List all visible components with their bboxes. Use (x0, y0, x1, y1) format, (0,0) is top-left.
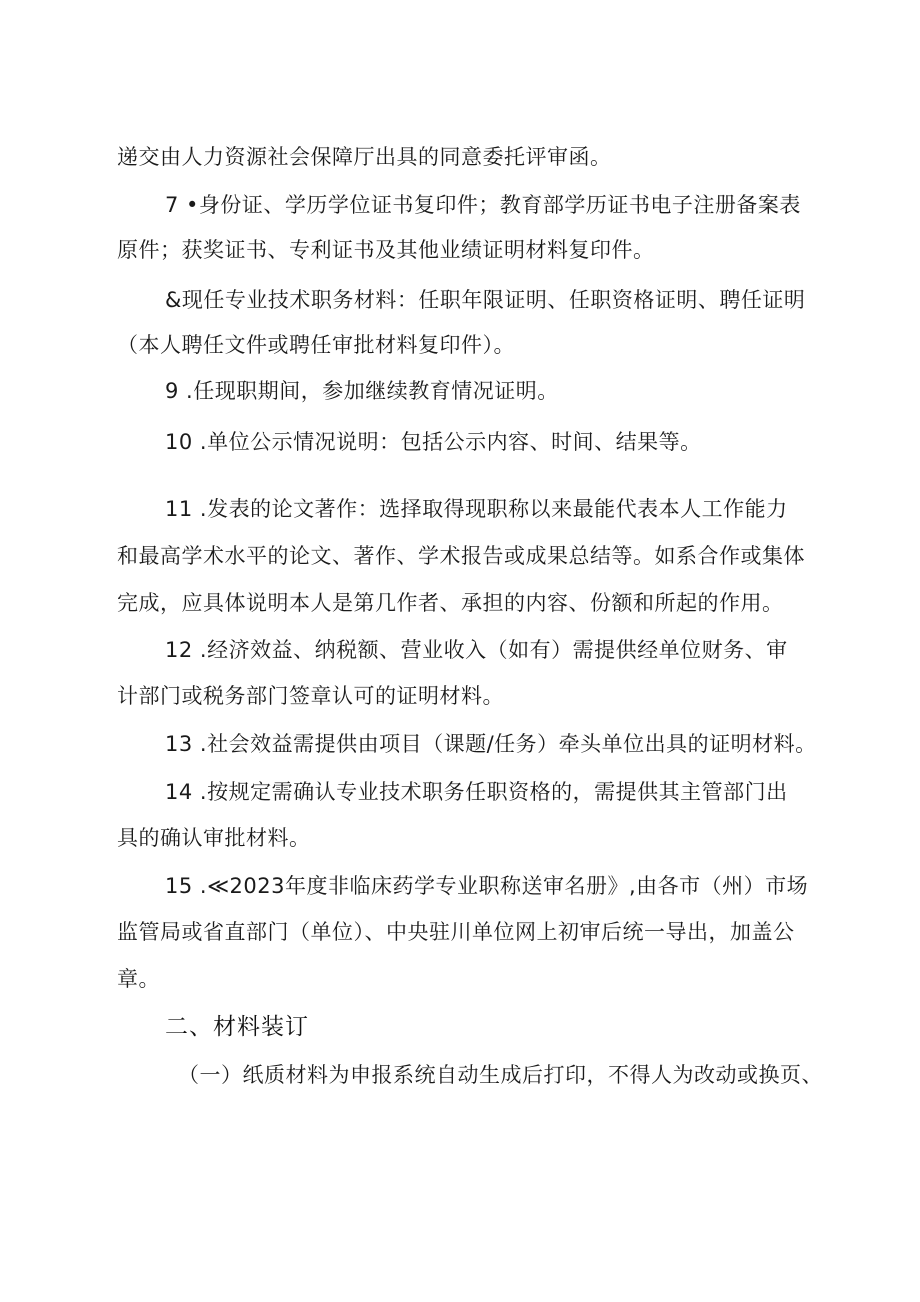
item-15-line-2: 监管局或省直部门（单位）、中央驻川单位网上初审后统一导出，加盖公 (117, 920, 795, 944)
item-11-line-3: 完成，应具体说明本人是第几作者、承担的内容、份额和所起的作用。 (117, 591, 784, 615)
item-12-line-2: 计部门或税务部门签章认可的证明材料。 (117, 684, 504, 708)
item-9-line: 9 .任现职期间，参加继续教育情况证明。 (165, 379, 559, 403)
item-8-line-2: （本人聘任文件或聘任审批材料复印件）。 (117, 333, 515, 357)
section-heading: 二、材料装订 (165, 1014, 309, 1040)
item-15-line-1: 15 .≪2023年度非临床药学专业职称送审名册》,由各市（州）市场 (165, 874, 809, 898)
item-15-line-3: 章。 (117, 967, 160, 991)
item-8-line-1: &现任专业技术职务材料：任职年限证明、任职资格证明、聘任证明 (165, 288, 806, 312)
item-7-line-2: 原件；获奖证书、专利证书及其他业绩证明材料复印件。 (117, 238, 655, 262)
paragraph-line: 递交由人力资源社会保障厅出具的同意委托评审函。 (117, 145, 612, 169)
item-7-line-1: 7 •身份证、学历学位证书复印件；教育部学历证书电子注册备案表 (165, 193, 801, 217)
subsection-line: （一）纸质材料为申报系统自动生成后打印，不得人为改动或换页、 (178, 1063, 823, 1087)
item-14-line-1: 14 .按规定需确认专业技术职务任职资格的，需提供其主管部门出 (165, 780, 788, 804)
item-14-line-2: 具的确认审批材料。 (117, 826, 311, 850)
item-13-line: 13 .社会效益需提供由项目（课题/任务）牵头单位出具的证明材料。 (165, 732, 817, 756)
item-10-line: 10 .单位公示情况说明：包括公示内容、时间、结果等。 (165, 430, 702, 454)
item-12-line-1: 12 .经济效益、纳税额、营业收入（如有）需提供经单位财务、审 (165, 638, 788, 662)
item-11-line-2: 和最高学术水平的论文、著作、学术报告或成果总结等。如系合作或集体 (117, 544, 805, 568)
item-11-line-1: 11 .发表的论文著作：选择取得现职称以来最能代表本人工作能力 (165, 497, 788, 521)
